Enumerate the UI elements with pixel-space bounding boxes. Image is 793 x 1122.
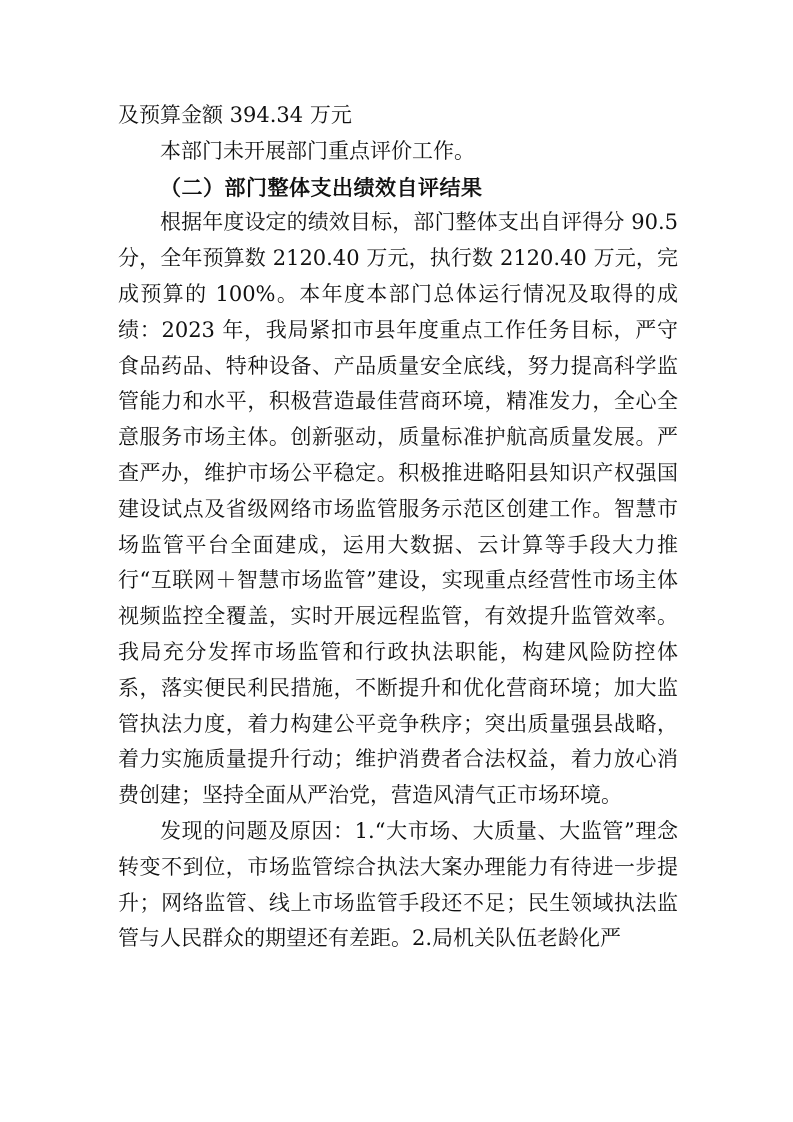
document-body: [118, 98, 678, 957]
paragraph-problems-and-causes: 发现的问题及原因：1.“大市场、大质量、大监管”理念转变不到位，市场监管综合执法大案办理能力有待进一步提升；网络监管、线上市场监管手段还不足；民生领域执法监管与人民群众的期望还有差距。2.局机关队伍老龄化严: [118, 818, 678, 951]
paragraph-self-evaluation-results: 根据年度设定的绩效目标，部门整体支出自评得分 90.5 分，全年预算数 2120.40 万元，执行数 2120.40 万元，完成预算的 100%。本年度本部门总体运行情况及取得的成绩：2023 年，我局紧扣市县年度重点工作任务目标，严守食品药品、特种设备、产品质量安全底线，努力提高科学监管能力和水平，积极营造最佳营商环境，精准发力，全心全意服务市场主体。创新驱动，质量标准护航高质量发展。严查严办，维护市场公平稳定。积极推进略阳县知识产权强国建设试点及省级网络市场监管服务示范区创建工作。智慧市场监管平台全面建成，运用大数据、云计算等手段大力推行“互联网＋智慧市场监管”建设，实现重点经营性市场主体视频监控全覆盖，实时开展远程监管，有效提升监管效率。我局充分发挥市场监管和行政执法职能，构建风险防控体系，落实便民利民措施，不断提升和优化营商环境；加大监管执法力度，着力构建公平竞争秩序；突出质量强县战略，着力实施质量提升行动；维护消费者合法权益，着力放心消费创建；坚持全面从严治党，营造风清气正市场环境。: [118, 210, 678, 808]
paragraph-budget-amount: 及预算金额 394.34 万元: [118, 103, 352, 127]
section-heading: （二）部门整体支出绩效自评结果: [160, 174, 483, 200]
paragraph-no-key-evaluation: 本部门未开展部门重点评价工作。: [160, 138, 475, 163]
